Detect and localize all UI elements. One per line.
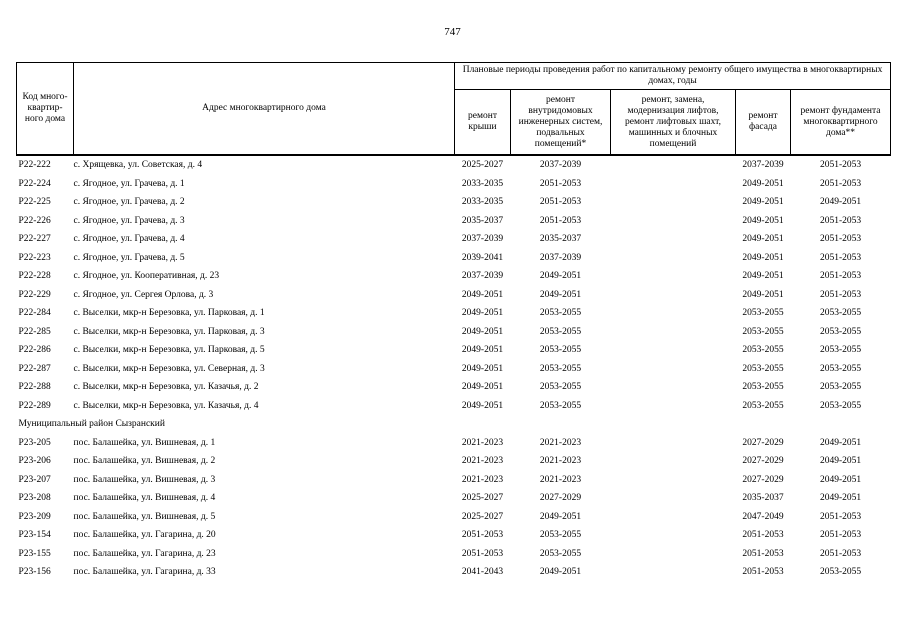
cell-facade: 2049-2051 xyxy=(742,197,784,208)
cell-code: Р22-225 xyxy=(18,197,51,208)
cell-facade: 2051-2053 xyxy=(742,548,784,559)
column-header-lifts: ремонт, замена, модернизация лифтов, ремонт лифтовых шахт, машинных и блочных помещений xyxy=(611,90,736,156)
cell-foundation: 2049-2051 xyxy=(819,493,862,504)
cell-roof: 2033-2035 xyxy=(461,178,504,189)
cell-lifts xyxy=(611,397,736,416)
cell-engineering: 2021-2023 xyxy=(539,474,582,485)
cell-roof: 2051-2053 xyxy=(461,548,504,559)
cell-engineering: 2051-2053 xyxy=(539,178,582,189)
cell-engineering: 2051-2053 xyxy=(539,215,582,226)
cell-lifts xyxy=(611,230,736,249)
cell-roof: 2021-2023 xyxy=(461,437,504,448)
cell-engineering: 2049-2051 xyxy=(539,567,582,578)
cell-roof: 2049-2051 xyxy=(461,363,504,374)
cell-foundation: 2051-2053 xyxy=(819,271,862,282)
cell-roof: 2049-2051 xyxy=(461,326,504,337)
cell-engineering: 2053-2055 xyxy=(539,382,582,393)
cell-roof: 2037-2039 xyxy=(461,271,504,282)
cell-address: пос. Балашейка, ул. Вишневая, д. 1 xyxy=(73,437,216,448)
cell-facade: 2027-2029 xyxy=(742,437,784,448)
table-row xyxy=(17,286,891,305)
table-row xyxy=(17,249,891,268)
cell-code: Р23-207 xyxy=(18,474,51,485)
cell-roof: 2049-2051 xyxy=(461,308,504,319)
cell-address: с. Ягодное, ул. Грачева, д. 4 xyxy=(73,234,185,245)
cell-code: Р23-205 xyxy=(18,437,51,448)
cell-lifts xyxy=(611,434,736,453)
cell-foundation: 2053-2055 xyxy=(819,382,862,393)
cell-code: Р22-222 xyxy=(18,160,51,171)
cell-engineering: 2053-2055 xyxy=(539,400,582,411)
cell-engineering: 2049-2051 xyxy=(539,271,582,282)
cell-lifts xyxy=(611,378,736,397)
table-row xyxy=(17,193,891,212)
cell-lifts xyxy=(611,341,736,360)
cell-lifts xyxy=(611,267,736,286)
cell-facade: 2049-2051 xyxy=(742,234,784,245)
cell-lifts xyxy=(611,360,736,379)
cell-facade: 2053-2055 xyxy=(742,308,784,319)
cell-roof: 2021-2023 xyxy=(461,456,504,467)
cell-code: Р22-288 xyxy=(18,382,51,393)
cell-address: пос. Балашейка, ул. Вишневая, д. 4 xyxy=(73,493,216,504)
cell-facade: 2049-2051 xyxy=(742,215,784,226)
cell-code: Р22-223 xyxy=(18,252,51,263)
cell-engineering: 2051-2053 xyxy=(539,197,582,208)
cell-engineering: 2049-2051 xyxy=(539,289,582,300)
table-row xyxy=(17,304,891,323)
cell-foundation: 2051-2053 xyxy=(819,215,862,226)
capital-repair-table xyxy=(16,62,891,582)
cell-facade: 2049-2051 xyxy=(742,252,784,263)
cell-code: Р23-154 xyxy=(18,530,51,541)
cell-address: с. Выселки, мкр-н Березовка, ул. Парковая, д. 1 xyxy=(73,308,265,319)
table-row xyxy=(17,508,891,527)
cell-facade: 2047-2049 xyxy=(742,511,784,522)
cell-roof: 2033-2035 xyxy=(461,197,504,208)
section-row xyxy=(17,415,891,434)
cell-code: Р23-206 xyxy=(18,456,51,467)
cell-address: пос. Балашейка, ул. Гагарина, д. 33 xyxy=(73,567,216,578)
table-row xyxy=(17,212,891,231)
cell-lifts xyxy=(611,175,736,194)
cell-roof: 2035-2037 xyxy=(461,215,504,226)
cell-foundation: 2051-2053 xyxy=(819,234,862,245)
cell-lifts xyxy=(611,471,736,490)
cell-address: с. Ягодное, ул. Грачева, д. 2 xyxy=(73,197,185,208)
column-header-foundation: ремонт фундамента многоквартирного дома** xyxy=(791,90,891,156)
cell-foundation: 2053-2055 xyxy=(819,308,862,319)
cell-facade: 2053-2055 xyxy=(742,345,784,356)
cell-roof: 2041-2043 xyxy=(461,567,504,578)
cell-address: пос. Балашейка, ул. Вишневая, д. 2 xyxy=(73,456,216,467)
table-row xyxy=(17,563,891,582)
cell-facade: 2027-2029 xyxy=(742,456,784,467)
cell-foundation: 2049-2051 xyxy=(819,456,862,467)
cell-code: Р23-209 xyxy=(18,511,51,522)
section-title: Муниципальный район Сызранский xyxy=(18,419,165,430)
table-row xyxy=(17,434,891,453)
cell-facade: 2053-2055 xyxy=(742,400,784,411)
column-header-planned-periods: Плановые периоды проведения работ по капитальному ремонту общего имущества в многоквартирных домах, годы xyxy=(455,63,891,90)
cell-engineering: 2053-2055 xyxy=(539,308,582,319)
cell-lifts xyxy=(611,286,736,305)
cell-lifts xyxy=(611,212,736,231)
cell-lifts xyxy=(611,563,736,582)
cell-foundation: 2051-2053 xyxy=(819,511,862,522)
cell-code: Р22-284 xyxy=(18,308,51,319)
column-header-facade: ремонт фасада xyxy=(736,90,791,156)
cell-roof: 2049-2051 xyxy=(461,400,504,411)
cell-foundation: 2051-2053 xyxy=(819,530,862,541)
table-row xyxy=(17,452,891,471)
cell-roof: 2049-2051 xyxy=(461,289,504,300)
table-row xyxy=(17,230,891,249)
cell-address: с. Ягодное, ул. Грачева, д. 5 xyxy=(73,252,185,263)
column-header-roof: ремонт крыши xyxy=(455,90,511,156)
cell-address: пос. Балашейка, ул. Вишневая, д. 5 xyxy=(73,511,216,522)
cell-code: Р23-155 xyxy=(18,548,51,559)
cell-foundation: 2049-2051 xyxy=(819,197,862,208)
cell-engineering: 2021-2023 xyxy=(539,437,582,448)
cell-roof: 2051-2053 xyxy=(461,530,504,541)
table-row xyxy=(17,323,891,342)
cell-facade: 2053-2055 xyxy=(742,326,784,337)
table-header xyxy=(17,63,891,156)
cell-roof: 2025-2027 xyxy=(461,511,504,522)
cell-engineering: 2053-2055 xyxy=(539,363,582,374)
cell-lifts xyxy=(611,193,736,212)
cell-facade: 2049-2051 xyxy=(742,271,784,282)
cell-address: с. Хрящевка, ул. Советская, д. 4 xyxy=(73,160,203,171)
cell-roof: 2037-2039 xyxy=(461,234,504,245)
cell-code: Р22-286 xyxy=(18,345,51,356)
cell-facade: 2049-2051 xyxy=(742,289,784,300)
table-body xyxy=(17,155,891,582)
cell-foundation: 2053-2055 xyxy=(819,363,862,374)
cell-lifts xyxy=(611,526,736,545)
cell-facade: 2037-2039 xyxy=(742,160,784,171)
table-row xyxy=(17,545,891,564)
cell-roof: 2049-2051 xyxy=(461,345,504,356)
cell-engineering: 2027-2029 xyxy=(539,493,582,504)
table-row xyxy=(17,175,891,194)
table-row xyxy=(17,360,891,379)
cell-foundation: 2051-2053 xyxy=(819,178,862,189)
cell-code: Р22-226 xyxy=(18,215,51,226)
cell-foundation: 2051-2053 xyxy=(819,160,862,171)
cell-address: пос. Балашейка, ул. Гагарина, д. 20 xyxy=(73,530,216,541)
cell-foundation: 2051-2053 xyxy=(819,548,862,559)
cell-facade: 2049-2051 xyxy=(742,178,784,189)
cell-roof: 2049-2051 xyxy=(461,382,504,393)
cell-engineering: 2037-2039 xyxy=(539,160,582,171)
cell-lifts xyxy=(611,304,736,323)
table-row xyxy=(17,155,891,175)
table-row xyxy=(17,526,891,545)
cell-address: с. Выселки, мкр-н Березовка, ул. Парковая, д. 3 xyxy=(73,326,265,337)
column-header-address: Адрес многоквартирного дома xyxy=(74,63,455,156)
cell-code: Р22-224 xyxy=(18,178,51,189)
cell-facade: 2053-2055 xyxy=(742,363,784,374)
cell-address: пос. Балашейка, ул. Гагарина, д. 23 xyxy=(73,548,216,559)
cell-address: пос. Балашейка, ул. Вишневая, д. 3 xyxy=(73,474,216,485)
cell-foundation: 2053-2055 xyxy=(819,326,862,337)
cell-address: с. Выселки, мкр-н Березовка, ул. Северная, д. 3 xyxy=(73,363,265,374)
table-row xyxy=(17,489,891,508)
cell-facade: 2051-2053 xyxy=(742,567,784,578)
cell-facade: 2051-2053 xyxy=(742,530,784,541)
cell-foundation: 2053-2055 xyxy=(819,567,862,578)
table-row xyxy=(17,341,891,360)
cell-address: с. Ягодное, ул. Грачева, д. 1 xyxy=(73,178,185,189)
cell-address: с. Ягодное, ул. Сергея Орлова, д. 3 xyxy=(73,289,214,300)
cell-code: Р22-227 xyxy=(18,234,51,245)
cell-code: Р22-229 xyxy=(18,289,51,300)
column-header-code: Код много-квартир-ного дома xyxy=(17,63,74,156)
cell-facade: 2035-2037 xyxy=(742,493,784,504)
cell-engineering: 2037-2039 xyxy=(539,252,582,263)
cell-lifts xyxy=(611,249,736,268)
cell-facade: 2053-2055 xyxy=(742,382,784,393)
cell-address: с. Ягодное, ул. Грачева, д. 3 xyxy=(73,215,185,226)
cell-engineering: 2035-2037 xyxy=(539,234,582,245)
cell-facade: 2027-2029 xyxy=(742,474,784,485)
cell-engineering: 2053-2055 xyxy=(539,326,582,337)
table-row xyxy=(17,471,891,490)
cell-foundation: 2049-2051 xyxy=(819,474,862,485)
cell-roof: 2025-2027 xyxy=(461,160,504,171)
cell-engineering: 2053-2055 xyxy=(539,345,582,356)
cell-address: с. Выселки, мкр-н Березовка, ул. Парковая, д. 5 xyxy=(73,345,265,356)
cell-engineering: 2021-2023 xyxy=(539,456,582,467)
cell-code: Р22-285 xyxy=(18,326,51,337)
table-row xyxy=(17,397,891,416)
cell-lifts xyxy=(611,545,736,564)
page-number: 747 xyxy=(444,26,461,38)
cell-lifts xyxy=(611,323,736,342)
cell-lifts xyxy=(611,452,736,471)
cell-foundation: 2051-2053 xyxy=(819,289,862,300)
cell-lifts xyxy=(611,508,736,527)
cell-roof: 2039-2041 xyxy=(461,252,504,263)
cell-engineering: 2053-2055 xyxy=(539,548,582,559)
cell-code: Р22-287 xyxy=(18,363,51,374)
table-row xyxy=(17,267,891,286)
cell-code: Р22-289 xyxy=(18,400,51,411)
cell-lifts xyxy=(611,489,736,508)
cell-foundation: 2049-2051 xyxy=(819,437,862,448)
cell-engineering: 2053-2055 xyxy=(539,530,582,541)
cell-engineering: 2049-2051 xyxy=(539,511,582,522)
table-row xyxy=(17,378,891,397)
cell-address: с. Ягодное, ул. Кооперативная, д. 23 xyxy=(73,271,220,282)
cell-foundation: 2051-2053 xyxy=(819,252,862,263)
cell-foundation: 2053-2055 xyxy=(819,400,862,411)
cell-lifts xyxy=(611,155,736,175)
cell-foundation: 2053-2055 xyxy=(819,345,862,356)
column-header-engineering: ремонт внутридомовых инженерных систем, подвальных помещений* xyxy=(511,90,611,156)
cell-roof: 2021-2023 xyxy=(461,474,504,485)
cell-address: с. Выселки, мкр-н Березовка, ул. Казачья, д. 4 xyxy=(73,400,259,411)
cell-roof: 2025-2027 xyxy=(461,493,504,504)
cell-address: с. Выселки, мкр-н Березовка, ул. Казачья, д. 2 xyxy=(73,382,259,393)
cell-code: Р22-228 xyxy=(18,271,51,282)
cell-code: Р23-156 xyxy=(18,567,51,578)
cell-code: Р23-208 xyxy=(18,493,51,504)
